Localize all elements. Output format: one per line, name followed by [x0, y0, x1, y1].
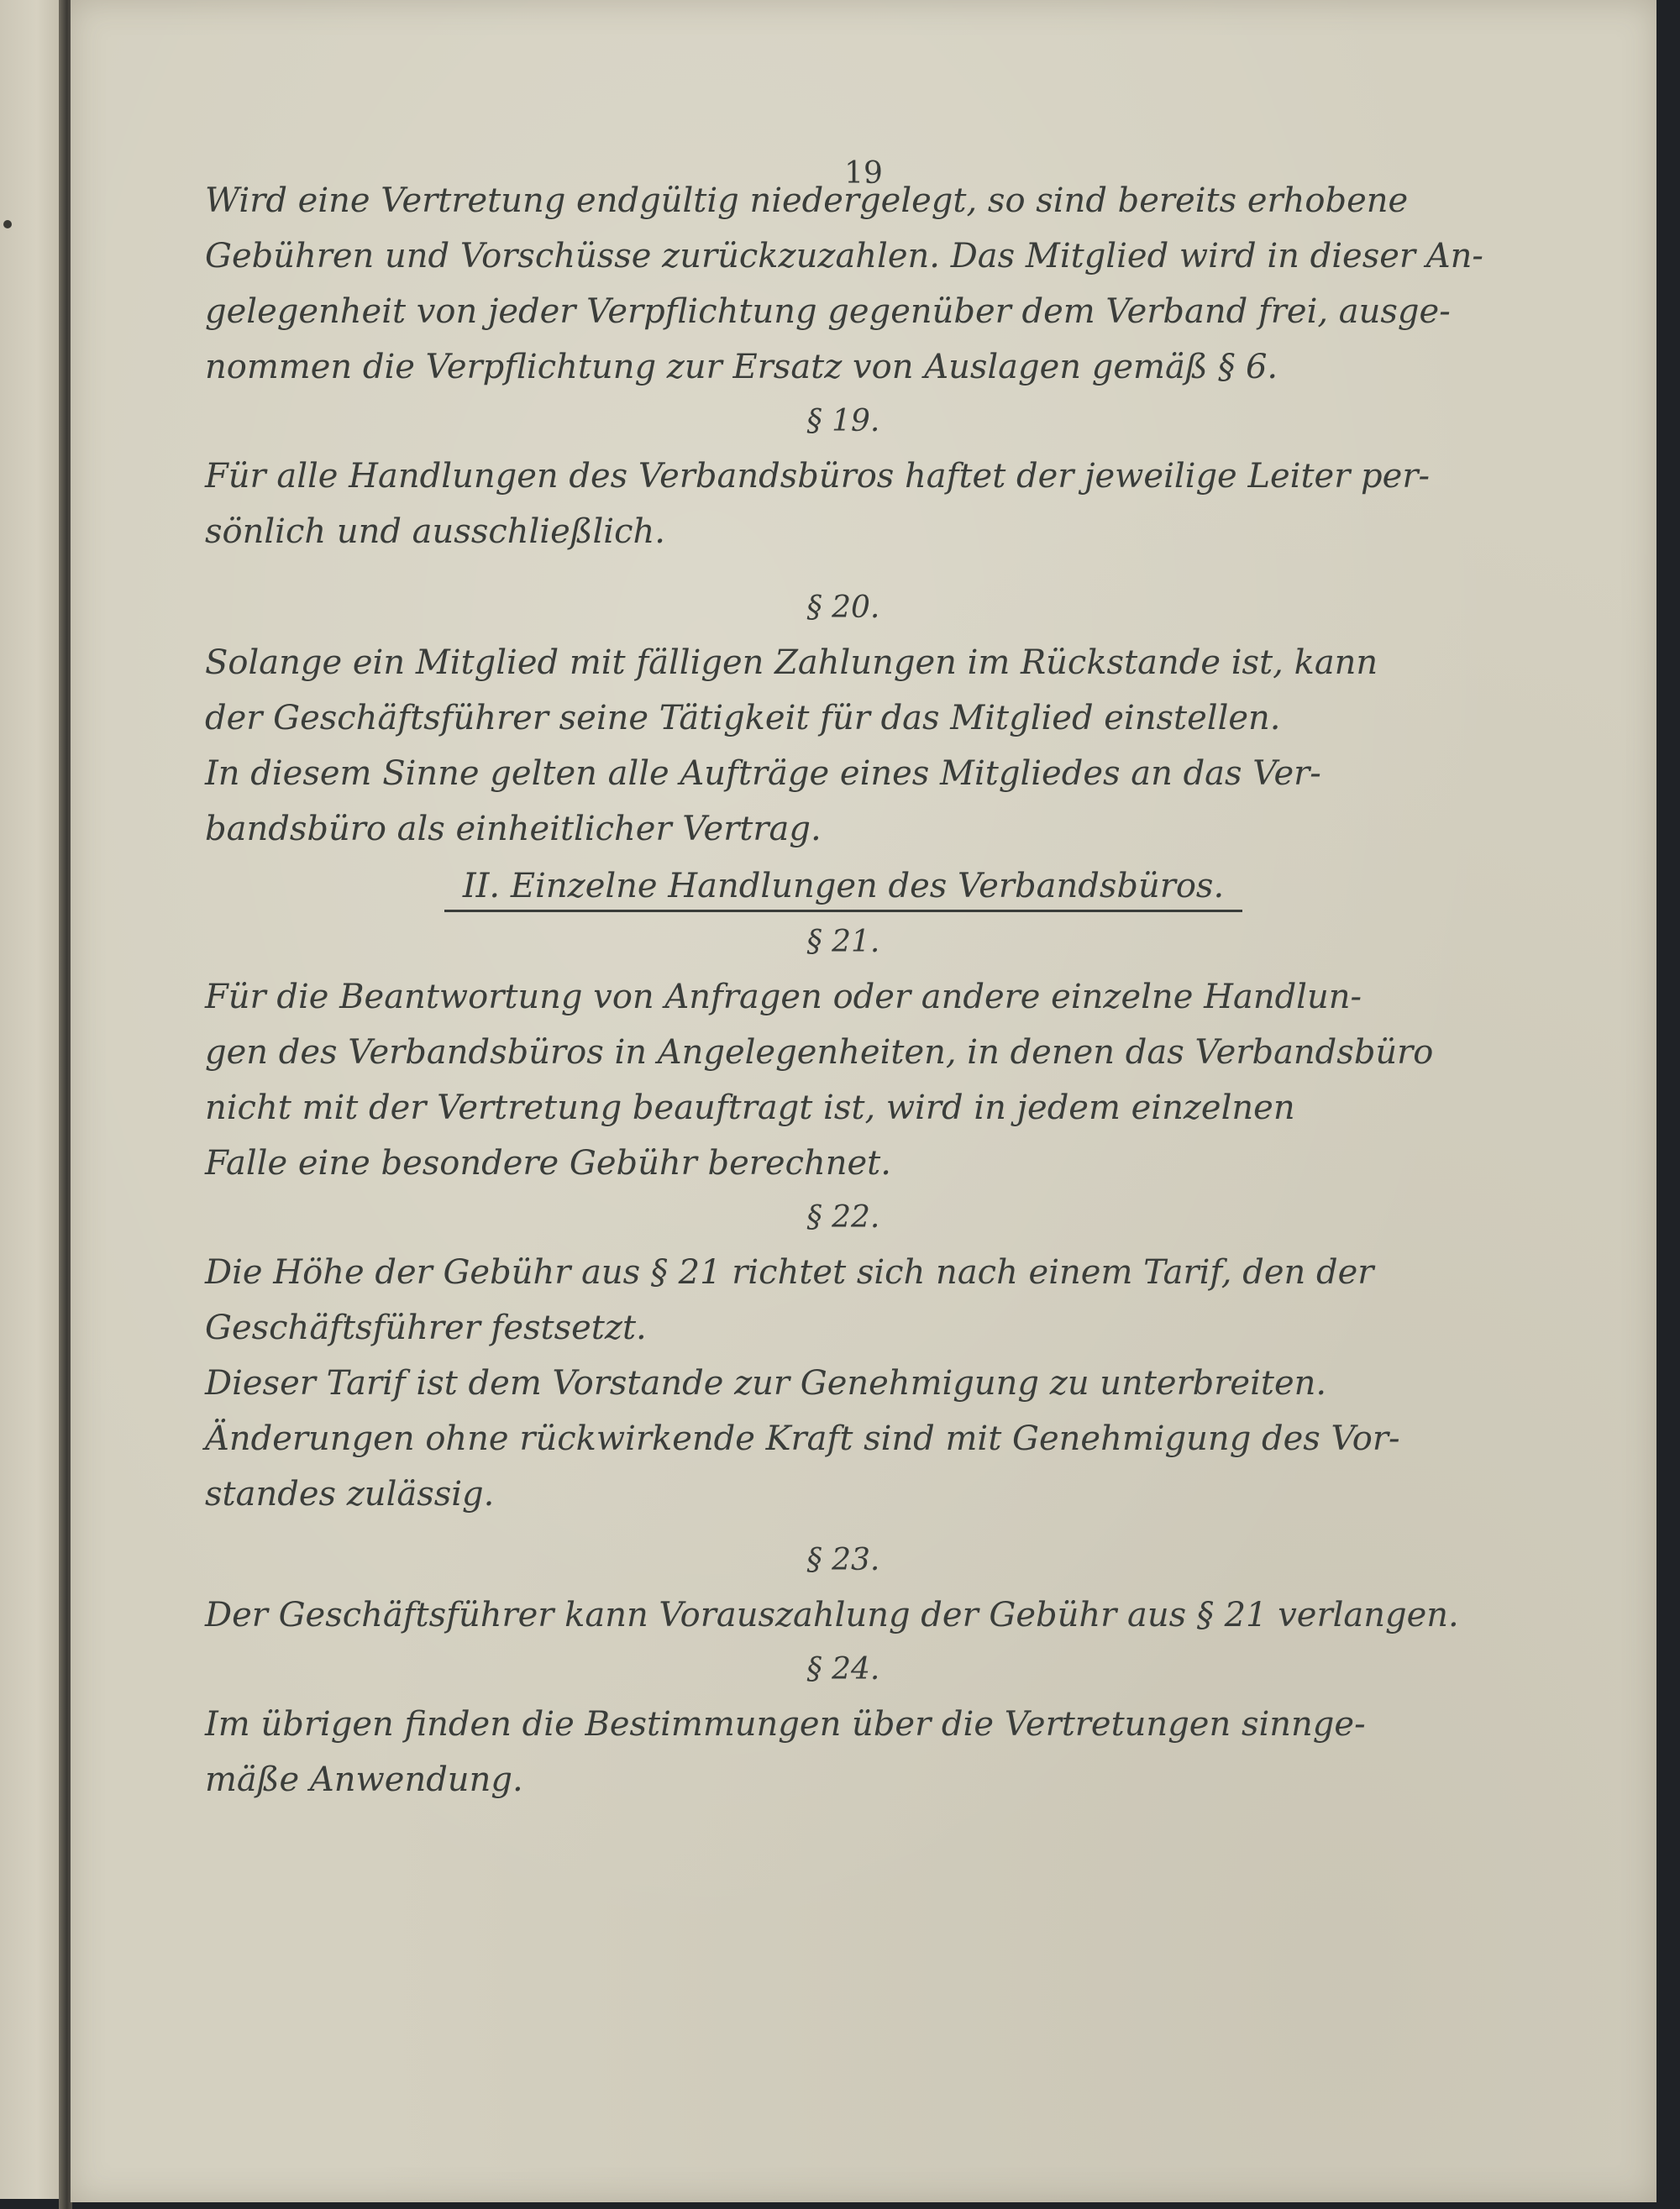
- text-line: nicht mit der Vertretung beauftragt ist, wird in jedem einzelnen: [205, 1089, 1295, 1127]
- document-body: [205, 151, 1482, 1808]
- section-heading-23: § 23.: [806, 1543, 880, 1577]
- text-line: In diesem Sinne gelten alle Aufträge eines Mitgliedes an das Ver-: [205, 754, 1321, 793]
- text-line: Wird eine Vertretung endgültig niedergelegt, so sind bereits erhobene: [205, 181, 1409, 220]
- text-line: bandsbüro als einheitlicher Vertrag.: [205, 810, 822, 848]
- page-number: 19: [844, 156, 883, 191]
- text-line: gelegenheit von jeder Verpflichtung gegenüber dem Verband frei, ausge-: [205, 292, 1451, 331]
- text-line: Gebühren und Vorschüsse zurückzuzahlen. Das Mitglied wird in dieser An-: [205, 237, 1483, 275]
- document-page: [71, 0, 1656, 2202]
- section-heading-19: § 19.: [806, 404, 880, 438]
- text-line: mäße Anwendung.: [205, 1760, 523, 1799]
- text-line: standes zulässig.: [205, 1475, 495, 1514]
- previous-page-edge: [0, 0, 67, 2199]
- text-line: Für die Beantwortung von Anfragen oder andere einzelne Handlun-: [205, 978, 1362, 1016]
- text-line: Dieser Tarif ist dem Vorstande zur Genehmigung zu unterbreiten.: [205, 1364, 1327, 1403]
- section-heading-24: § 24.: [806, 1652, 880, 1687]
- text-line: gen des Verbandsbüros in Angelegenheiten, in denen das Verbandsbüro: [205, 1033, 1434, 1072]
- text-line: Falle eine besondere Gebühr berechnet.: [205, 1144, 891, 1183]
- text-line: Änderungen ohne rückwirkende Kraft sind mit Genehmigung des Vor-: [205, 1419, 1400, 1458]
- chapter-heading: [205, 857, 1482, 916]
- text-line: der Geschäftsführer seine Tätigkeit für das Mitglied einstellen.: [205, 699, 1281, 737]
- text-line: Für alle Handlungen des Verbandsbüros haftet der jeweilige Leiter per-: [205, 457, 1430, 496]
- text-line: Im übrigen finden die Bestimmungen über die Vertretungen sinnge-: [205, 1705, 1366, 1744]
- section-heading-22: § 22.: [806, 1200, 880, 1235]
- chapter-heading-text: II. Einzelne Handlungen des Verbandsbüros.: [444, 863, 1242, 912]
- text-line: sönlich und ausschließlich.: [205, 512, 665, 551]
- text-line: nommen die Verpflichtung zur Ersatz von Auslagen gemäß § 6.: [205, 348, 1278, 386]
- text-line: Die Höhe der Gebühr aus § 21 richtet sich nach einem Tarif, den der: [205, 1253, 1374, 1292]
- section-heading-21: § 21.: [806, 925, 880, 959]
- text-line: Der Geschäftsführer kann Vorauszahlung der Gebühr aus § 21 verlangen.: [205, 1596, 1459, 1634]
- ink-dot: [3, 220, 12, 228]
- section-heading-20: § 20.: [806, 590, 880, 625]
- text-line: Geschäftsführer festsetzt.: [205, 1309, 647, 1347]
- text-line: Solange ein Mitglied mit fälligen Zahlungen im Rückstande ist, kann: [205, 643, 1378, 682]
